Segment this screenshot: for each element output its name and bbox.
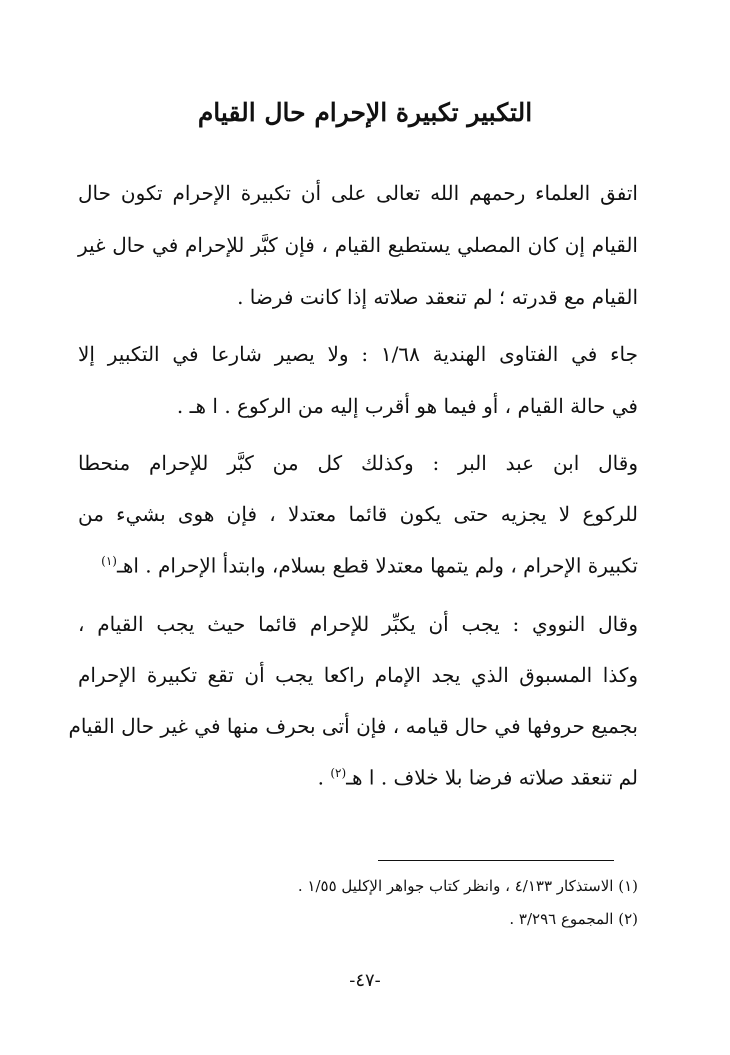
paragraph-1-line-3: القيام مع قدرته ؛ لم تنعقد صلاته إذا كانت فرضا .: [237, 285, 638, 309]
paragraph-3-line-3: [78, 555, 638, 576]
footnote-1-number: (١): [618, 877, 638, 895]
paragraph-2-line-1: جاء في الفتاوى الهندية ١/٦٨ : ولا يصير شارعا في التكبير إلا: [78, 342, 638, 366]
paragraph-4-line-4-text: لم تنعقد صلاته فرضا بلا خلاف . ا هـ: [346, 765, 638, 790]
paragraph-2-line-2: في حالة القيام ، أو فيما هو أقرب إليه من الركوع . ا هـ .: [176, 394, 638, 418]
paragraph-1-line-2: القيام إن كان المصلي يستطيع القيام ، فإن كبَّر للإحرام في حال غير: [78, 233, 638, 257]
footnote-divider: [378, 860, 614, 861]
paragraph-4-line-1: وقال النووي : يجب أن يكبِّر للإحرام قائما حيث يجب القيام ،: [78, 612, 638, 636]
page-number: -٤٧-: [349, 970, 381, 991]
paragraph-3-line-3-text: تكبيرة الإحرام ، ولم يتمها معتدلا قطع بسلام، وابتدأ الإحرام . اهـ: [116, 553, 638, 578]
paragraph-4-line-3: بجميع حروفها في حال قيامه ، فإن أتى بحرف منها في غير حال القيام: [68, 714, 638, 738]
footnote-ref-1: (١): [101, 554, 117, 568]
footnote-2-text: المجموع ٣/٢٩٦ .: [509, 910, 614, 928]
paragraph-4-line-2: وكذا المسبوق الذي يجد الإمام راكعا يجب أن تقع تكبيرة الإحرام: [78, 663, 638, 687]
paragraph-3-line-1: وقال ابن عبد البر : وكذلك كل من كبَّر للإحرام منحطا: [78, 451, 638, 475]
footnote-ref-2: (٢): [330, 766, 347, 780]
footnote-2: [509, 910, 638, 928]
paragraph-4-line-4: [78, 767, 638, 788]
paragraph-4-line-4-tail: .: [317, 765, 331, 790]
footnote-1-text: الاستذكار ٤/١٣٣ ، وانظر كتاب جواهر الإكليل ١/٥٥ .: [297, 877, 614, 895]
page-title: التكبير تكبيرة الإحرام حال القيام: [197, 98, 533, 127]
paragraph-3-line-2: للركوع لا يجزيه حتى يكون قائما معتدلا ، فإن هوى بشيء من: [78, 502, 638, 526]
footnote-1: [298, 877, 638, 895]
footnote-2-number: (٢): [618, 910, 638, 928]
paragraph-1-line-1: اتفق العلماء رحمهم الله تعالى على أن تكبيرة الإحرام تكون حال: [78, 181, 638, 205]
